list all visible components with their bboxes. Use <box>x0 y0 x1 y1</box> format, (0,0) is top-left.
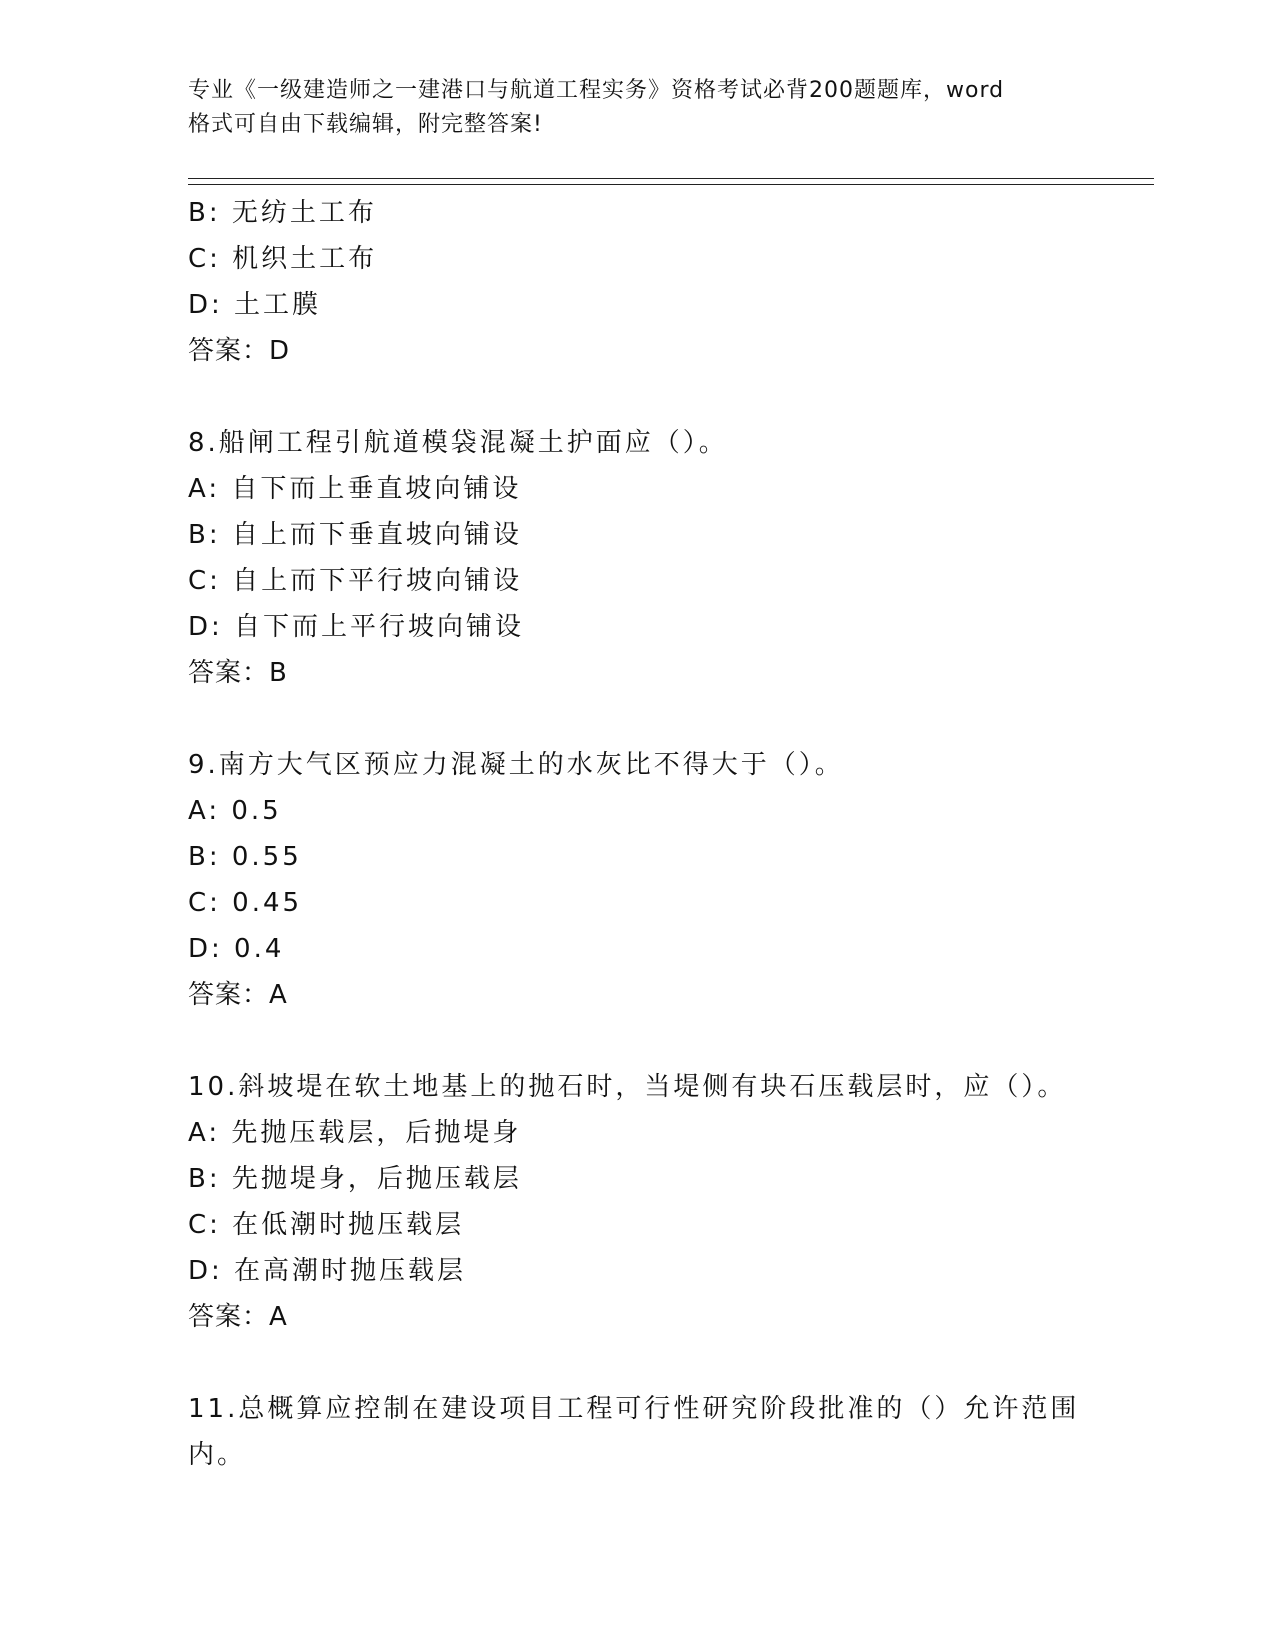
answer-line: 答案：B <box>188 658 288 688</box>
question-stem-line-2: 内。 <box>188 1440 247 1470</box>
question-10 <box>188 1064 1088 1340</box>
option-a: A: 0.5 <box>188 796 282 826</box>
option-c: C: 机织土工布 <box>188 244 378 274</box>
spacer <box>188 1018 1088 1064</box>
spacer <box>188 1340 1088 1386</box>
question-9 <box>188 742 1088 1018</box>
header-divider-bottom <box>188 184 1154 185</box>
header-title-line-1: 专业《一级建造师之一建港口与航道工程实务》资格考试必背200题题库，word <box>188 78 1005 103</box>
question-stem: 9.南方大气区预应力混凝土的水灰比不得大于（）。 <box>188 750 844 780</box>
option-b: B: 0.55 <box>188 842 302 872</box>
answer-line: 答案：A <box>188 980 288 1010</box>
spacer <box>188 696 1088 742</box>
option-d: D: 0.4 <box>188 934 285 964</box>
header-divider-top <box>188 178 1154 179</box>
document-header <box>188 74 1088 142</box>
answer-line: 答案：A <box>188 1302 288 1332</box>
question-11 <box>188 1386 1088 1478</box>
question-list <box>188 190 1088 1478</box>
option-c: C: 0.45 <box>188 888 303 918</box>
option-c: C: 在低潮时抛压载层 <box>188 1210 465 1240</box>
option-a: A: 先抛压载层，后抛堤身 <box>188 1118 522 1148</box>
option-b: B: 无纺土工布 <box>188 198 377 228</box>
option-c: C: 自上而下平行坡向铺设 <box>188 566 523 596</box>
option-a: A: 自下而上垂直坡向铺设 <box>188 474 522 504</box>
option-b: B: 先抛堤身，后抛压载层 <box>188 1164 522 1194</box>
answer-line: 答案：D <box>188 336 291 366</box>
question-8 <box>188 420 1088 696</box>
spacer <box>188 374 1088 420</box>
question-stem: 8.船闸工程引航道模袋混凝土护面应（）。 <box>188 428 728 458</box>
question-stem-line-1: 11.总概算应控制在建设项目工程可行性研究阶段批准的（）允许范围 <box>188 1394 1080 1424</box>
header-title-line-2: 格式可自由下载编辑，附完整答案! <box>188 112 543 137</box>
option-b: B: 自上而下垂直坡向铺设 <box>188 520 522 550</box>
question-7 <box>188 190 1088 374</box>
option-d: D: 在高潮时抛压载层 <box>188 1256 467 1286</box>
option-d: D: 土工膜 <box>188 290 322 320</box>
question-stem: 10.斜坡堤在软土地基上的抛石时，当堤侧有块石压载层时，应（）。 <box>188 1072 1067 1102</box>
option-d: D: 自下而上平行坡向铺设 <box>188 612 525 642</box>
